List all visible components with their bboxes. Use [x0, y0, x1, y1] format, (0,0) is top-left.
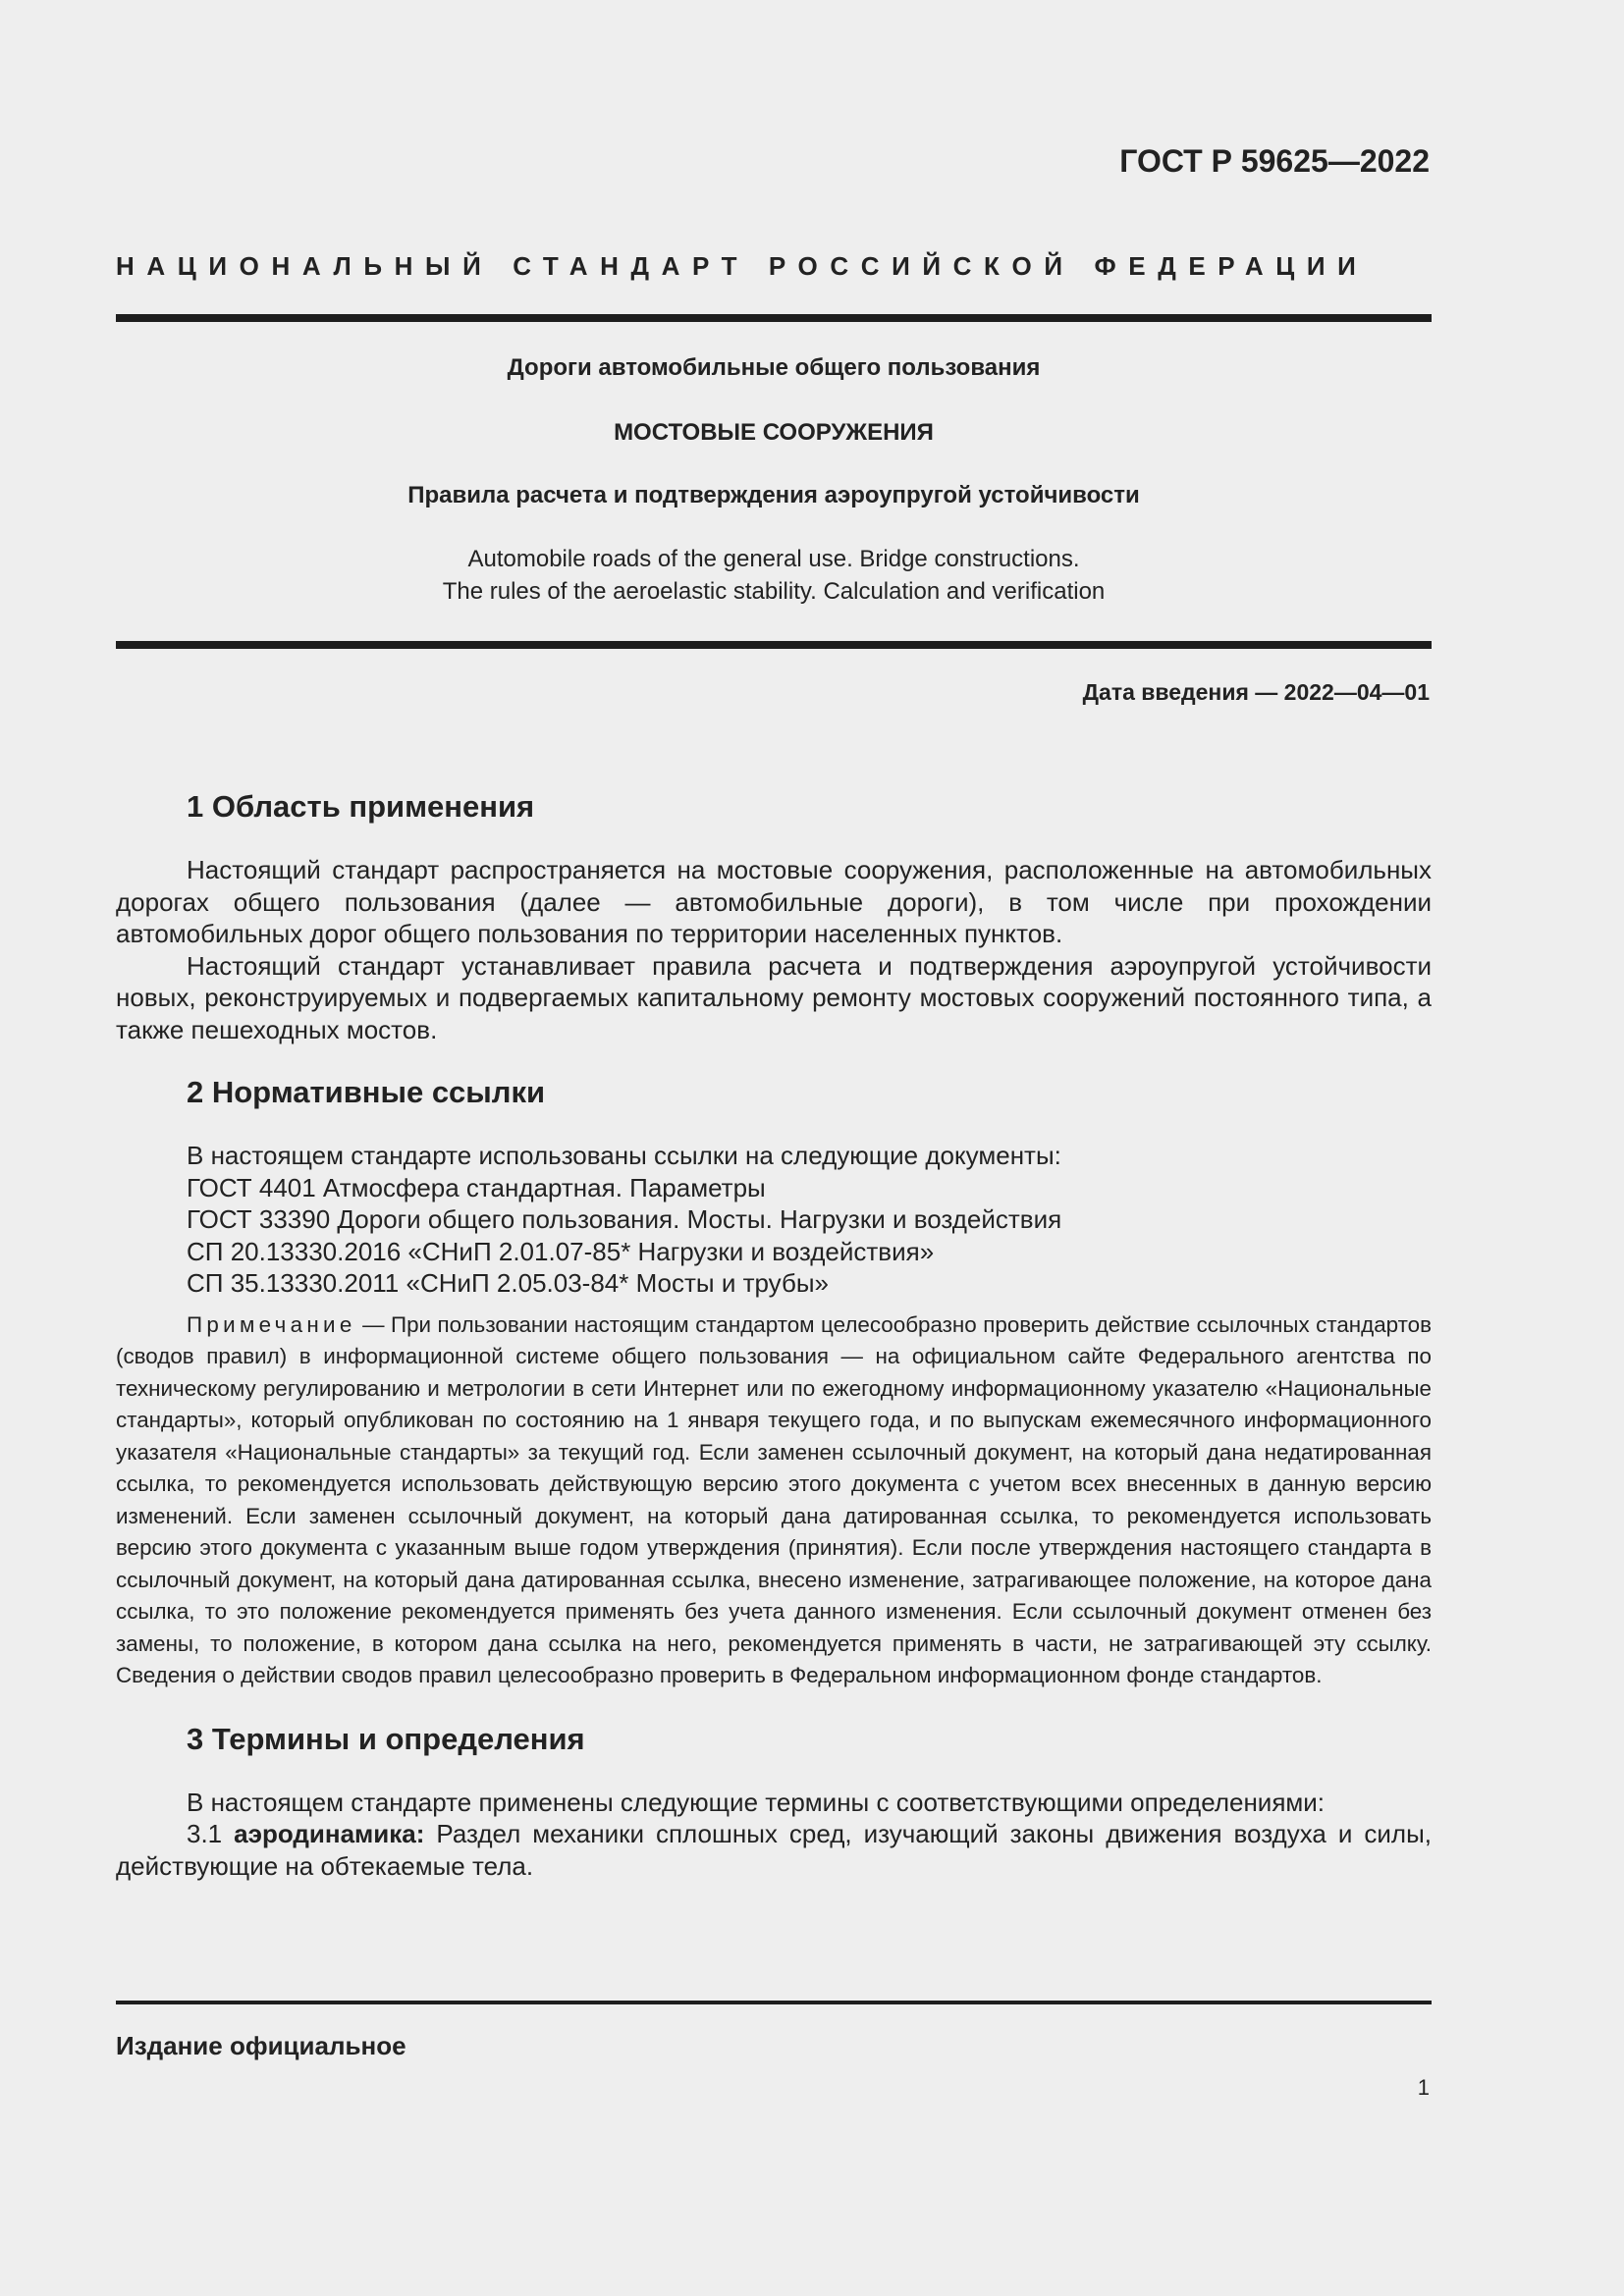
references-intro: В настоящем стандарте использованы ссылки на следующие документы:: [187, 1141, 1061, 1170]
reference-item: ГОСТ 4401 Атмосфера стандартная. Параметры: [187, 1172, 766, 1202]
reference-item: СП 20.13330.2016 «СНиП 2.01.07-85* Нагрузки и воздействия»: [187, 1236, 935, 1266]
english-title-line-2: The rules of the aeroelastic stability. Calculation and verification: [442, 578, 1106, 605]
reference-item: ГОСТ 33390 Дороги общего пользования. Мосты. Нагрузки и воздействия: [187, 1204, 1062, 1234]
term-name: аэродинамика:: [234, 1819, 425, 1848]
paragraph: В настоящем стандарте применены следующие термины с соответствующими определениями:: [187, 1787, 1326, 1817]
references-note: [116, 1309, 1432, 1692]
page-number: 1: [1417, 2075, 1430, 2100]
official-edition-label: Издание официальное: [116, 2031, 406, 2060]
top-divider: [116, 314, 1432, 322]
section-terms: [116, 1718, 1432, 1883]
section-heading: 2 Нормативные ссылки: [187, 1075, 546, 1109]
note-label: Примечание: [187, 1311, 356, 1337]
document-number: ГОСТ Р 59625—2022: [1119, 143, 1430, 179]
term-text: Раздел механики сплошных сред, изучающий законы движения воздуха и силы, действующие на обтекаемые тела.: [116, 1819, 1432, 1881]
section-heading: 3 Термины и определения: [187, 1721, 585, 1756]
term-number: 3.1: [187, 1819, 223, 1848]
footer-divider: [116, 2001, 1432, 2004]
english-title-line-1: Automobile roads of the general use. Bridge constructions.: [467, 546, 1080, 572]
document-body: [116, 785, 1432, 1907]
paragraph: Настоящий стандарт устанавливает правила расчета и подтверждения аэроупругой устойчивости новых, реконструируемых и подвергаемых капитальному ремонту мостовых сооружений постоянного типа, а также пешеходных мостов.: [116, 950, 1432, 1044]
paragraph: Настоящий стандарт распространяется на мостовые сооружения, расположенные на автомобильных дорогах общего пользования (далее — автомобильные дороги), в том числе при прохождении автомобильных дорог общего пользования по территории населенных пунктов.: [116, 855, 1432, 948]
national-standard-banner: НАЦИОНАЛЬНЫЙ СТАНДАРТ РОССИЙСКОЙ ФЕДЕРАЦИИ: [116, 251, 1369, 281]
section-heading: 1 Область применения: [187, 789, 535, 824]
title-divider: [116, 641, 1432, 649]
note-text: — При пользовании настоящим стандартом целесообразно проверить действие ссылочных стандартов (сводов правил) в информационной системе общего пользования — на официальном сайте Федерального агентства по техническому регулированию и метрологии в сети Интернет или по ежегодному информационному указателю «Национальные стандарты», который опубликован по состоянию на 1 января текущего года, и по выпускам ежемесячного информационного указателя «Национальные стандарты» за текущий год. Если заменен ссылочный документ, на который дана недатированная ссылка, то рекомендуется использовать действующую версию этого документа с учетом всех внесенных в данную версию изменений. Если заменен ссылочный документ, на который дана датированная ссылка, то рекомендуется использовать версию этого документа с указанным выше годом утверждения (принятия). Если после утверждения настоящего стандарта в ссылочный документ, на который дана датированная ссылка, внесено изменение, затрагивающее положение, на которое дана ссылка, то это положение рекомендуется применять без учета данного изменения. Если ссылочный документ отменен без замены, то положение, в котором дана ссылка на него, рекомендуется применять в части, не затрагивающей эту ссылку. Сведения о действии сводов правил целесообразно проверить в Федеральном информационном фонде стандартов.: [116, 1311, 1432, 1687]
term-definition: [116, 1818, 1432, 1882]
title-line-1: Дороги автомобильные общего пользования: [507, 354, 1041, 381]
reference-item: СП 35.13330.2011 «СНиП 2.05.03-84* Мосты и трубы»: [187, 1268, 829, 1298]
english-title: [116, 543, 1432, 608]
title-line-3: Правила расчета и подтверждения аэроупругой устойчивости: [407, 482, 1140, 508]
section-scope: [116, 785, 1432, 1045]
section-normative-references: [116, 1071, 1432, 1692]
title-line-2: МОСТОВЫЕ СООРУЖЕНИЯ: [614, 419, 934, 446]
introduction-date: Дата введения — 2022—04—01: [1082, 679, 1430, 705]
